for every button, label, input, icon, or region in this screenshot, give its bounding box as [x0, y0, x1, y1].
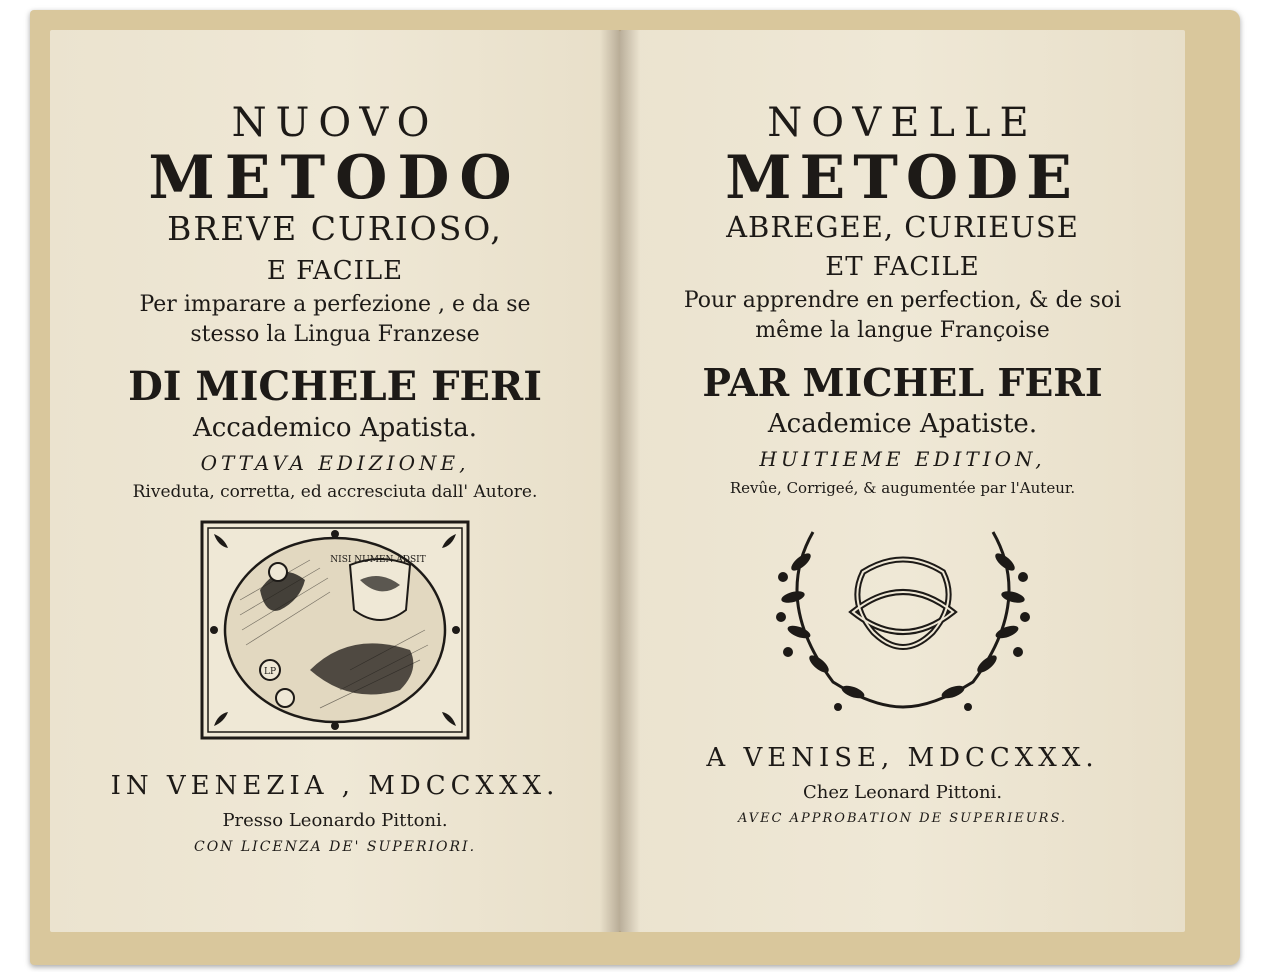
right-author: PAR MICHEL FERI: [702, 360, 1103, 405]
right-subtitle-line-1: Pour apprendre en perfection, & de soi: [683, 288, 1122, 313]
left-author-title: Accademico Apatista.: [192, 413, 478, 443]
left-title-line-2: METODO: [148, 143, 522, 213]
right-title-page: [620, 30, 1185, 932]
left-edition: OTTAVA EDIZIONE,: [200, 451, 470, 475]
right-revision: Revûe, Corrigeé, & augumentée par l'Auteur.: [729, 479, 1076, 497]
left-subtitle-line-1: Per imparare a perfezione , e da se: [139, 292, 531, 317]
right-title-block: [620, 30, 1185, 832]
right-license: AVEC APPROBATION DE SUPERIEURS.: [737, 811, 1068, 826]
right-title-line-1: NOVELLE: [767, 100, 1038, 146]
right-title-line-4: ET FACILE: [825, 252, 980, 282]
emblem-initials: LP: [263, 667, 277, 677]
right-place-date: A VENISE, MDCCXXX.: [706, 743, 1099, 773]
left-title-line-3: BREVE CURIOSO,: [167, 209, 503, 248]
left-subtitle-line-2: stesso la Lingua Franzese: [190, 322, 480, 347]
right-author-title: Academice Apatiste.: [767, 409, 1038, 439]
left-title-line-4: E FACILE: [266, 256, 404, 286]
left-printer: Presso Leonardo Pittoni.: [222, 810, 448, 831]
emblem-motto: NISI NUMEN ADSIT: [330, 555, 426, 565]
right-title-line-2: METODE: [725, 143, 1080, 213]
left-title-page: [50, 30, 620, 932]
printer-emblem-woodcut: [200, 520, 470, 740]
right-title-line-3: ABREGEE, CURIEUSE: [726, 210, 1079, 244]
monogram-wreath-ornament: [753, 512, 1053, 712]
right-subtitle-line-2: même la langue Françoise: [755, 318, 1050, 343]
left-author: DI MICHELE FERI: [128, 363, 542, 410]
left-license: CON LICENZA DE' SUPERIORI.: [193, 839, 477, 855]
right-edition: HUITIEME EDITION,: [759, 447, 1046, 471]
left-revision: Riveduta, corretta, ed accresciuta dall' Autore.: [132, 482, 538, 502]
right-printer: Chez Leonard Pittoni.: [802, 782, 1003, 803]
left-place-date: IN VENEZIA , MDCCXXX.: [110, 771, 560, 801]
left-title-block: [50, 30, 620, 860]
left-title-line-1: NUOVO: [231, 100, 439, 146]
